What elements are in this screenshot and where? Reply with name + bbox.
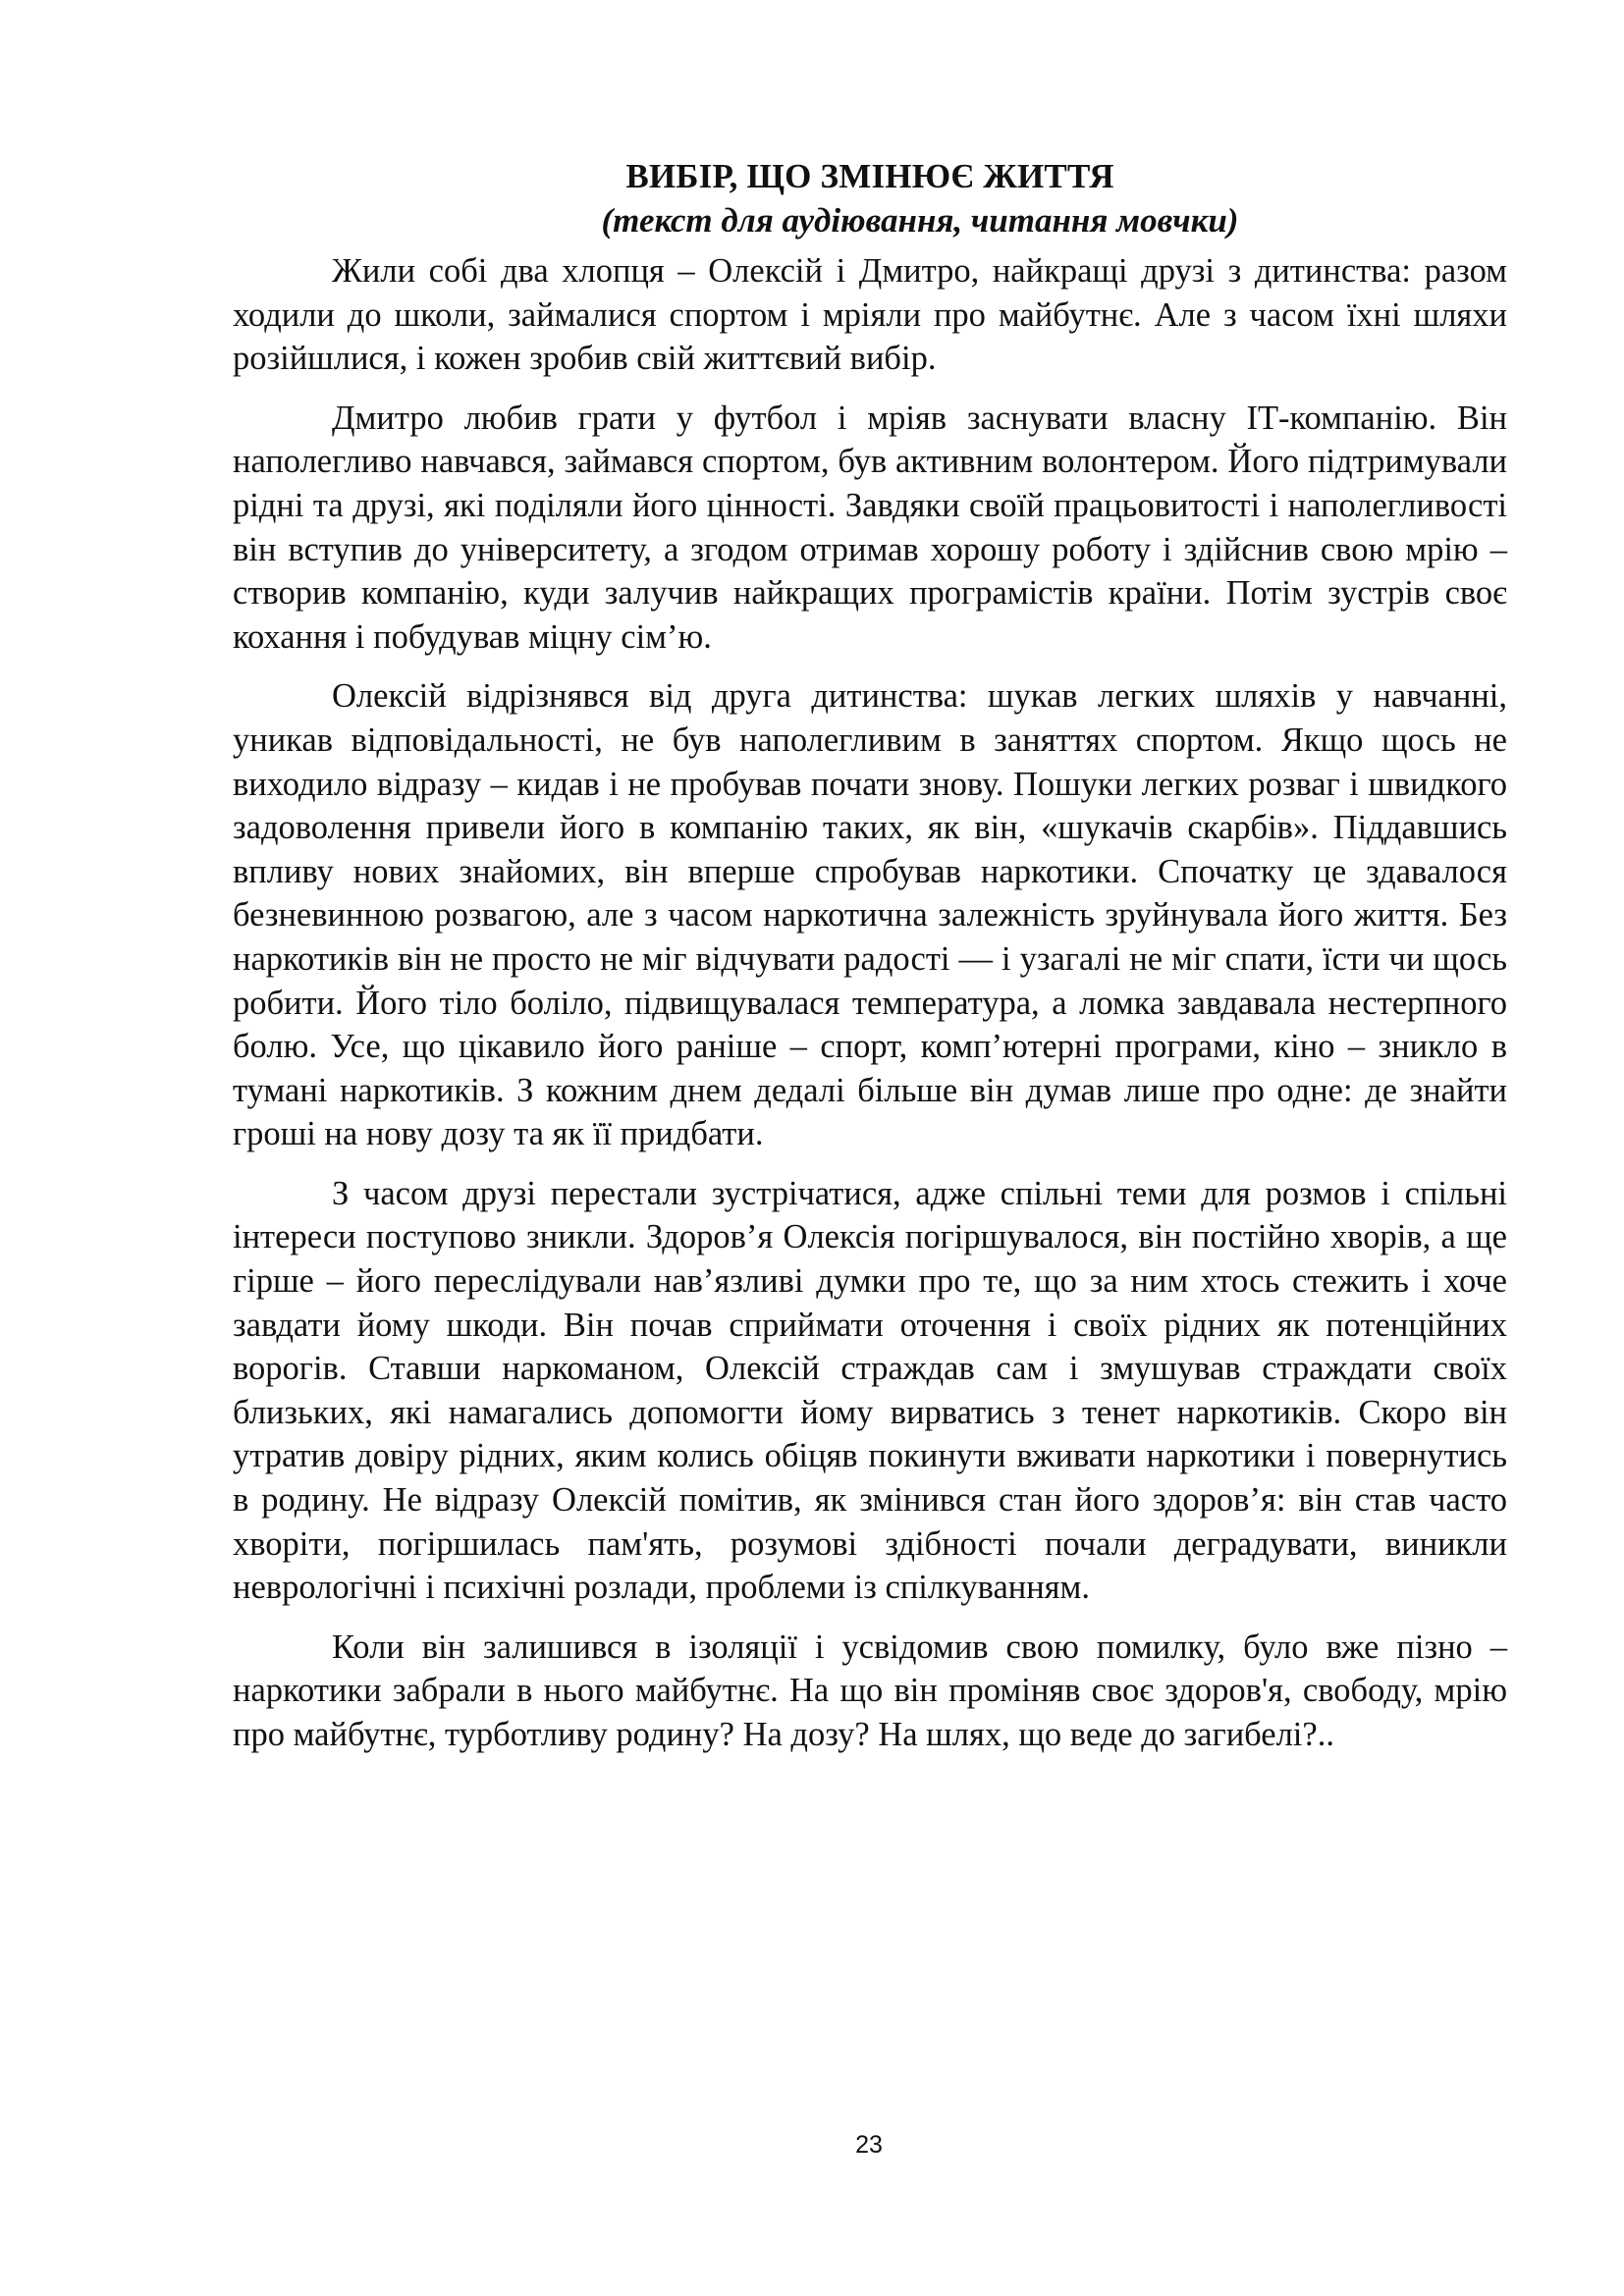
paragraph-conclusion: Коли він залишився в ізоляції і усвідомив свою помилку, було вже пізно – наркотики забрали в нього майбутнє. На що він проміняв своє здоров'я, свободу, мрію про майбутнє, турботливу родину? На дозу? На шлях, що веде до загибелі?.. (233, 1628, 1507, 1753)
page-number: 23 (855, 2131, 883, 2159)
paragraph-intro: Жили собі два хлопця – Олексій і Дмитро, найкращі друзі з дитинства: разом ходили до школи, займалися спортом і мріяли про майбутнє. Але з часом їхні шляхи розійшлися, і кожен зробив свій життєвий вибір. (233, 252, 1507, 378)
paragraph-oleksii: Олексій відрізнявся від друга дитинства: шукав легких шляхів у навчанні, уникав відповідальності, не був наполегливим в заняттях спортом. Якщо щось не виходило відразу – кидав і не пробував почати знову. Пошуки легких розваг і швидкого задоволення привели його в компанію таких, як він, «шукачів скарбів». Піддавшись впливу нових знайомих, він вперше спробував наркотики. Спочатку це здавалося безневинною розвагою, але з часом наркотична залежність зруйнувала його життя. Без наркотиків він не просто не міг відчувати радості — і узагалі не міг спати, їсти чи щось робити. Його тіло боліло, підвищувалася температура, а ломка завдавала нестерпного болю. Усе, що цікавило його раніше – спорт, комп’ютерні програми, кіно – зникло в тумані наркотиків. З кожним днем дедалі більше він думав лише про одне: де знайти гроші на нову дозу та як її придбати. (233, 677, 1507, 1153)
text-column (233, 155, 1507, 1757)
page-title: ВИБІР, ЩО ЗМІНЮЄ ЖИТТЯ (625, 157, 1114, 195)
page-subtitle: (текст для аудіювання, читання мовчки) (601, 201, 1239, 240)
paragraph-dmytro: Дмитро любив грати у футбол і мріяв заснувати власну ІТ-компанію. Він наполегливо навчався, займався спортом, був активним волонтером. Його підтримували рідні та друзі, які поділяли його цінності. Завдяки своїй працьовитості і наполегливості він вступив до університету, а згодом отримав хорошу роботу і здійснив свою мрію – створив компанію, куди залучив найкращих програмістів країни. Потім зустрів своє кохання і побудував міцну сім’ю. (233, 399, 1507, 656)
paragraph-consequences: З часом друзі перестали зустрічатися, адже спільні теми для розмов і спільні інтереси поступово зникли. Здоров’я Олексія погіршувалося, він постійно хворів, а ще гірше – його переслідували нав’язливі думки про те, що за ним хтось стежить і хоче завдати йому шкоди. Він почав сприймати оточення і своїх рідних як потенційних ворогів. Ставши наркоманом, Олексій страждав сам і змушував страждати своїх близьких, які намагались допомогти йому вирватись з тенет наркотиків. Скоро він утратив довіру рідних, яким колись обіцяв покинути вживати наркотики і повернутись в родину. Не відразу Олексій помітив, як змінився стан його здоров’я: він став часто хворіти, погіршилась пам'ять, розумові здібності почали деградувати, виникли неврологічні і психічні розлади, проблеми із спілкуванням. (233, 1174, 1507, 1607)
